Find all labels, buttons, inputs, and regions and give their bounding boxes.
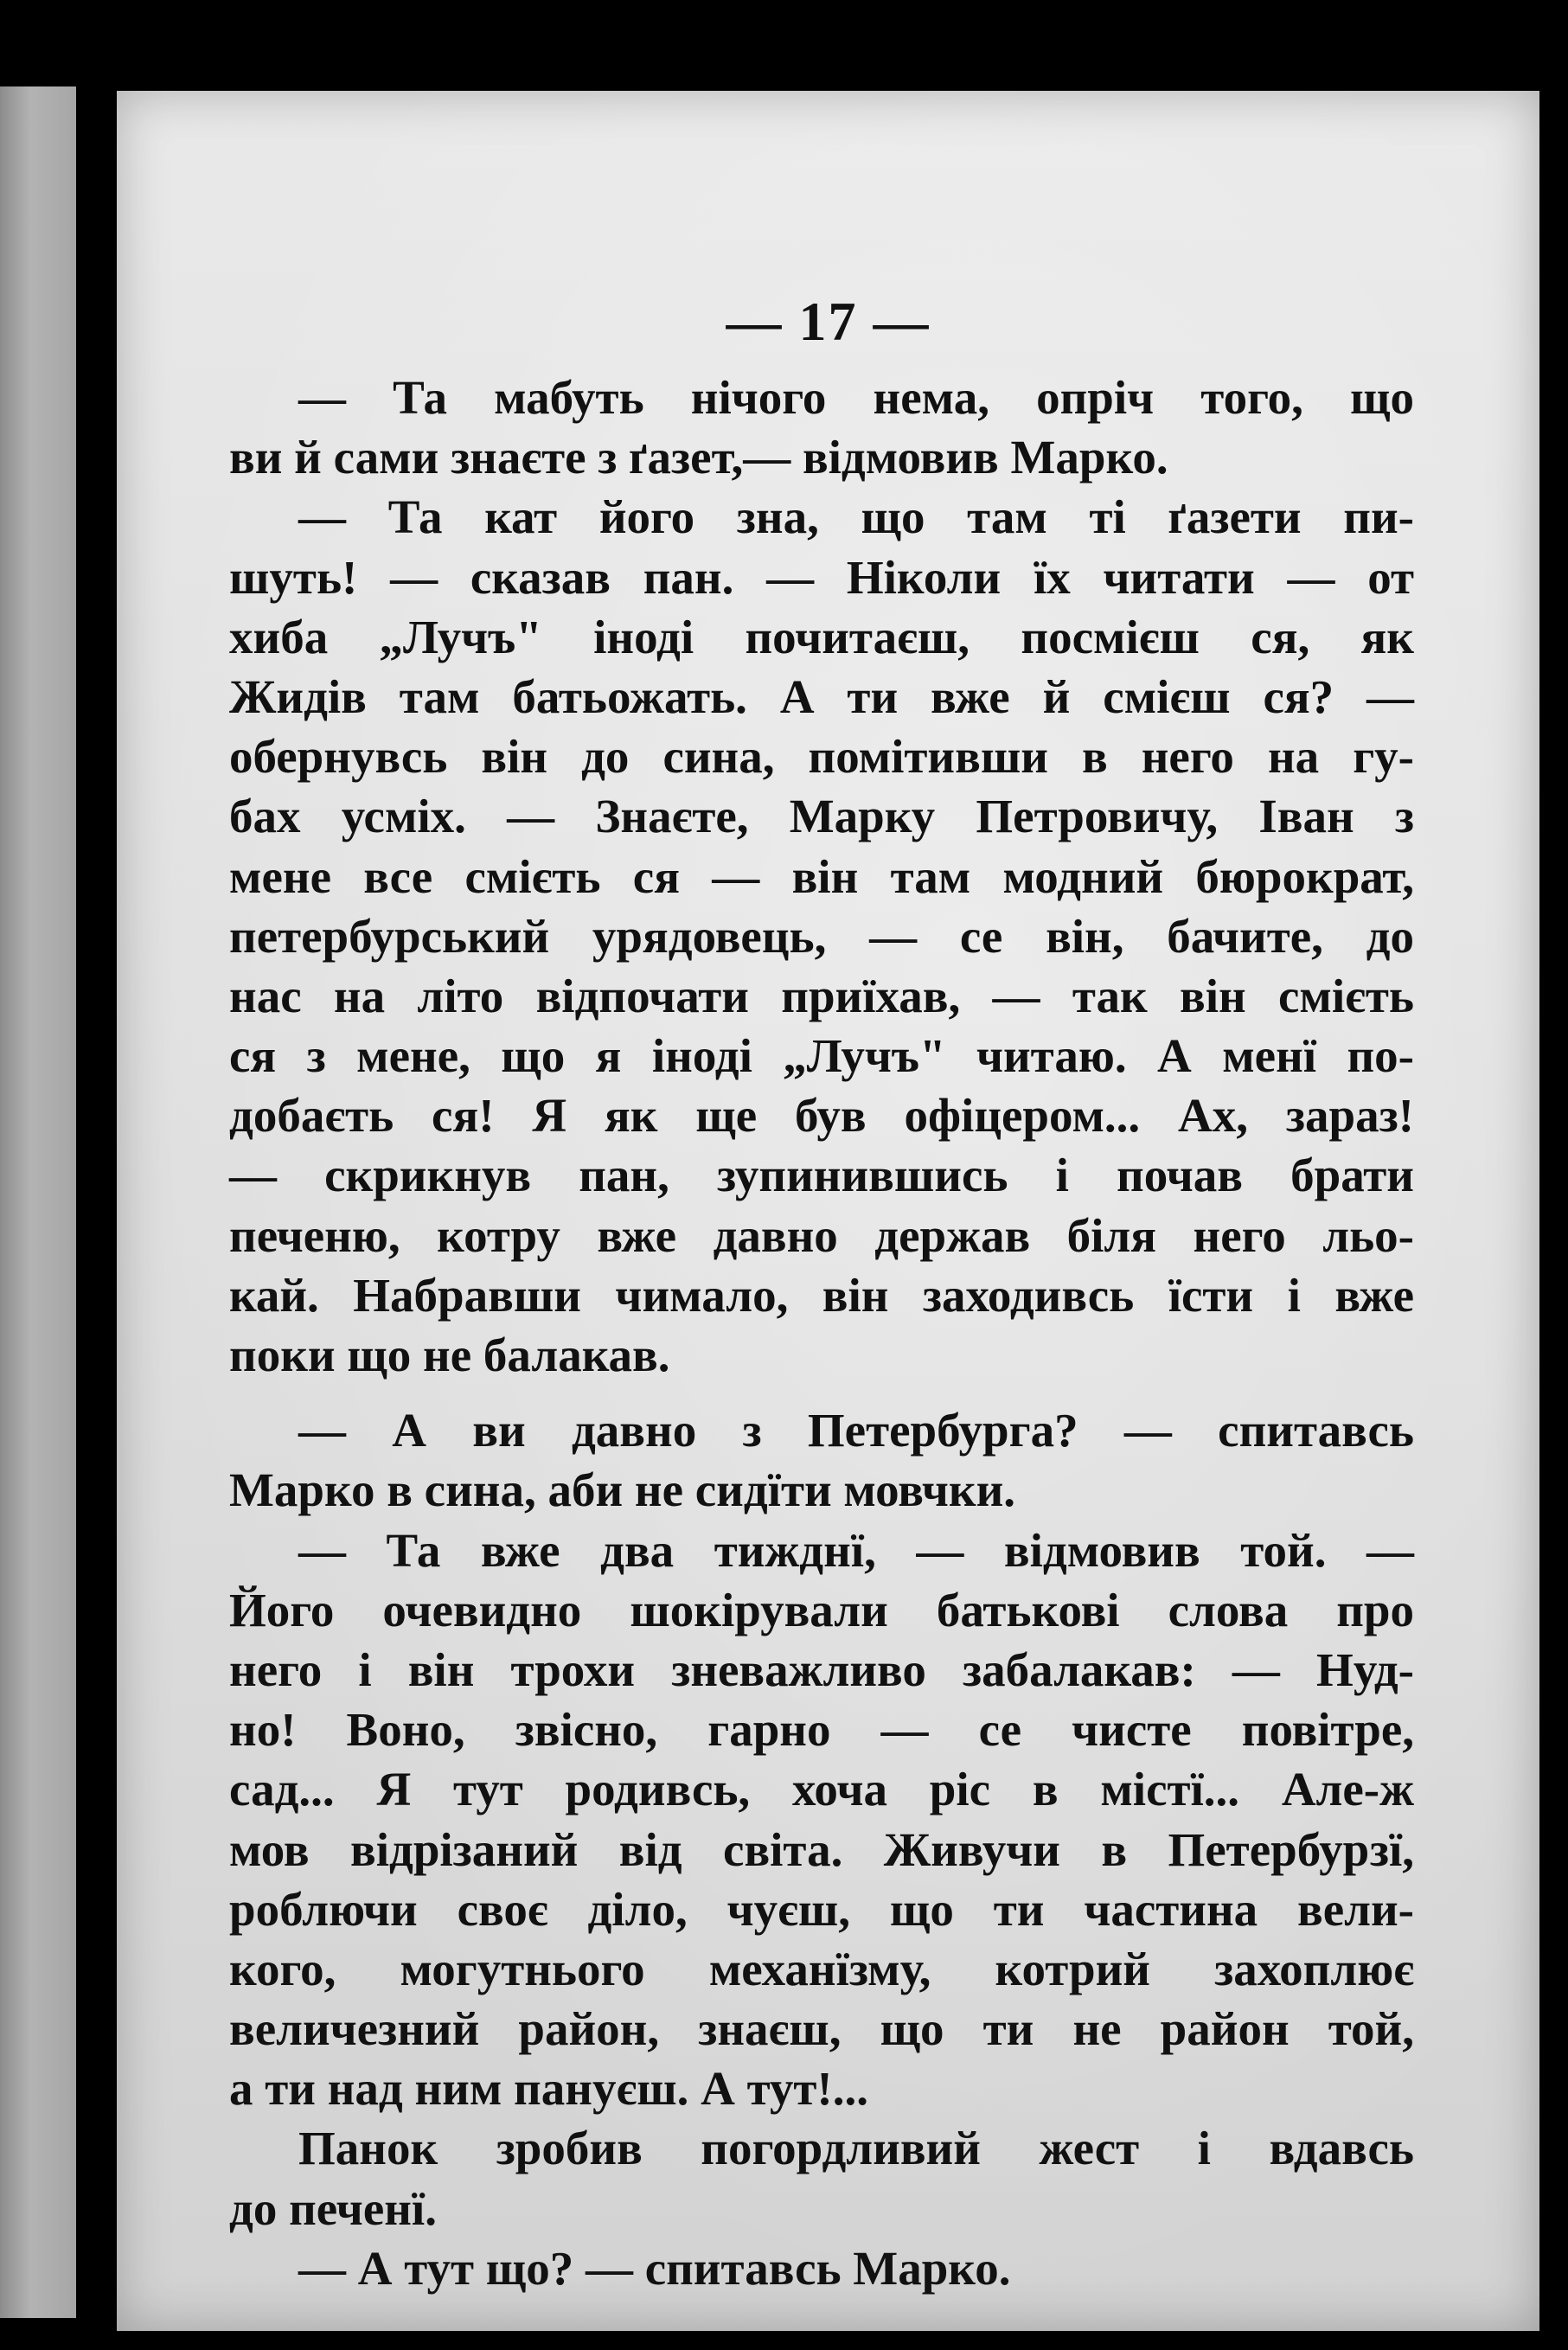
page-text <box>229 368 1414 2298</box>
text-line: до печенї. <box>229 2181 437 2235</box>
text-line: — А тут що? — спитавсь Марко. <box>298 2241 1011 2295</box>
text-line: печеню, котру вже давно держав біля него льо- <box>229 1208 1414 1262</box>
text-line: ви й сами знаєте з ґазет,— відмовив Марко. <box>229 431 1168 484</box>
text-line: хиба „Лучъ" іноді почитаєш, посмієш ся, як <box>229 610 1414 663</box>
text-line: Панок зробив погордливий жест і вдавсь <box>298 2122 1414 2175</box>
text-line: него і він трохи зневажливо забалакав: — Нуд- <box>229 1642 1414 1696</box>
page-number: — 17 — <box>726 291 931 352</box>
text-line: а ти над ним пануєш. А тут!... <box>229 2062 868 2116</box>
text-line: бах усміх. — Знаєте, Марку Петровичу, Іван з <box>229 790 1414 843</box>
text-line: — Та вже два тижднї, — відмовив той. — <box>298 1523 1414 1577</box>
text-line: Жидів там батьожать. А ти вже й смієш ся? — <box>229 669 1414 723</box>
text-line: — Та мабуть нічого нема, опріч того, що <box>298 371 1414 424</box>
text-line: ся з мене, що я іноді „Лучъ" читаю. А менї по- <box>229 1029 1414 1083</box>
text-line: — скрикнув пан, зупинившись і почав брати <box>229 1149 1414 1202</box>
text-line: роблючи своє діло, чуєш, що ти частина вели- <box>229 1882 1414 1936</box>
adjacent-page-edge <box>0 86 76 2318</box>
text-line: Його очевидно шокірували батькові слова про <box>229 1583 1414 1636</box>
text-line: поки що не балакав. <box>229 1329 670 1381</box>
text-line: мов відрізаний від світа. Живучи в Петербурзї, <box>229 1822 1414 1876</box>
text-line: Марко в сина, аби не сидїти мовчки. <box>229 1463 1016 1517</box>
text-line: но! Воно, звісно, гарно — се чисте повітре, <box>229 1703 1414 1757</box>
text-line: петербурський урядовець, — се він, бачите, до <box>229 909 1414 963</box>
text-line: шуть! — сказав пан. — Ніколи їх читати — от <box>229 550 1414 604</box>
text-line: величезний район, знаєш, що ти не район той, <box>229 2002 1414 2056</box>
text-line: добаєть ся! Я як ще був офіцером... Ах, зараз! <box>229 1089 1414 1143</box>
text-line: — А ви давно з Петербурга? — спитавсь <box>298 1404 1414 1457</box>
text-line: мене все смієть ся — він там модний бюрократ, <box>229 849 1414 903</box>
text-line: кай. Набравши чимало, він заходивсь їсти і вже <box>229 1268 1414 1322</box>
text-line: — Та кат його зна, що там ті ґазети пи- <box>298 490 1414 544</box>
text-line: обернувсь він до сина, помітивши в него на гу- <box>229 730 1414 784</box>
text-line: нас на літо відпочати приїхав, — так він смієть <box>229 969 1414 1022</box>
text-line: кого, могутнього механїзму, котрий захоплює <box>229 1942 1414 1995</box>
book-page <box>117 91 1539 2331</box>
text-line: сад... Я тут родивсь, хоча ріс в містї... Але-ж <box>229 1763 1414 1816</box>
